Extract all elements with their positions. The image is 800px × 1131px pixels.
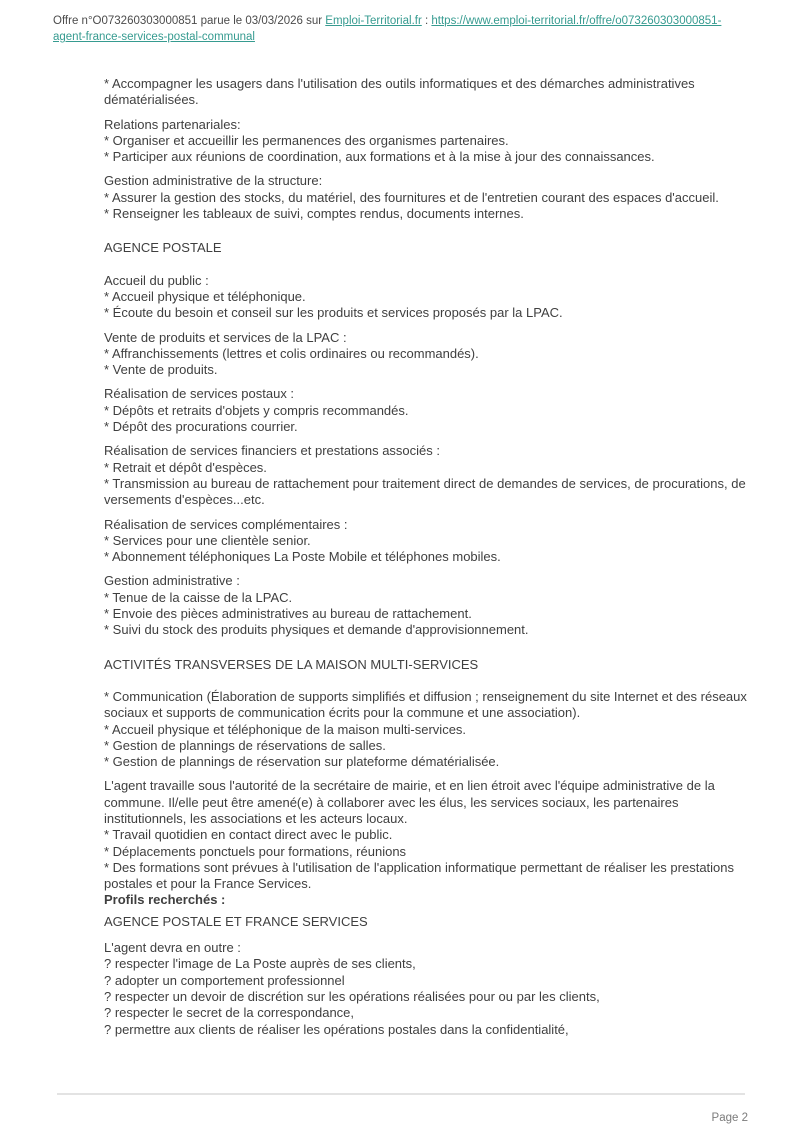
text-line: * Travail quotidien en contact direct avec le public. (104, 827, 393, 843)
text-line: * Retrait et dépôt d'espèces. (104, 459, 267, 475)
text-line: ? permettre aux clients de réaliser les opérations postales dans la confidentialité, (104, 1021, 569, 1037)
text-line: * Abonnement téléphoniques La Poste Mobile et téléphones mobiles. (104, 549, 501, 565)
paragraph (104, 517, 749, 566)
text-line: * Accueil physique et téléphonique de la maison multi-services. (104, 721, 467, 737)
text-line: ? respecter l'image de La Poste auprès de ses clients, (104, 956, 416, 972)
text-line: ? adopter un comportement professionnel (104, 972, 345, 988)
text-line: * Renseigner les tableaux de suivi, comptes rendus, documents internes. (104, 206, 524, 222)
text-line: ? respecter le secret de la correspondance, (104, 1005, 355, 1021)
section-heading-agence-postale-france-services (104, 914, 749, 930)
text-line: * Gestion de plannings de réservation sur plateforme dématérialisée. (104, 754, 500, 770)
text-line: * Gestion de plannings de réservations de salles. (104, 737, 386, 753)
document-header (53, 13, 747, 45)
paragraph (104, 443, 749, 508)
page-number: Page 2 (711, 1112, 748, 1124)
text-line: * Accompagner les usagers dans l'utilisation des outils informatiques et des démarches administratives dématérialisées. (104, 76, 695, 108)
text-line: Accueil du public : (104, 272, 209, 288)
paragraph (104, 330, 749, 379)
offer-url-link[interactable]: https://www.emploi-territorial.fr/offre/o073260303000851-agent-france-services-postal-communal (53, 15, 722, 43)
text-line: Profils recherchés : (104, 892, 226, 908)
header-separator: : (421, 15, 432, 27)
text-line: * Communication (Élaboration de supports simplifiés et diffusion ; renseignement du site Internet et des réseaux sociaux et supports de communication écrits pour la commune et une association). (104, 688, 747, 721)
text-line: * Écoute du besoin et conseil sur les produits et services proposés par la LPAC. (104, 305, 563, 321)
profils-recherches-heading (104, 892, 749, 908)
text-line: L'agent devra en outre : (104, 940, 241, 956)
document-body (104, 76, 749, 1046)
site-link[interactable]: Emploi-Territorial.fr (325, 15, 422, 27)
text-line: ACTIVITÉS TRANSVERSES DE LA MAISON MULTI-SERVICES (104, 656, 479, 672)
offer-reference-text: Offre n°O073260303000851 parue le 03/03/2026 sur (53, 15, 326, 27)
text-line: * Déplacements ponctuels pour formations, réunions (104, 843, 407, 859)
text-line: ? respecter un devoir de discrétion sur les opérations réalisées pour ou par les clients, (104, 988, 600, 1004)
text-line: AGENCE POSTALE (104, 240, 222, 256)
text-line: * Organiser et accueillir les permanences des organismes partenaires. (104, 132, 509, 148)
text-line: * Participer aux réunions de coordination, aux formations et à la mise à jour des connaissances. (104, 149, 655, 165)
text-line: Gestion administrative de la structure: (104, 173, 323, 189)
paragraph (104, 273, 749, 322)
footer-divider (57, 1093, 745, 1095)
text-line: * Assurer la gestion des stocks, du matériel, des fournitures et de l'entretien courant des espaces d'accueil. (104, 189, 719, 205)
section-heading-activites-transverses (104, 657, 749, 673)
paragraph (104, 117, 749, 166)
text-line: * Transmission au bureau de rattachement pour traitement direct de demandes de services, de procurations, de versements d'espèces...etc. (104, 475, 746, 508)
text-line: * Dépôts et retraits d'objets y compris recommandés. (104, 402, 409, 418)
paragraph (104, 573, 749, 638)
paragraph (104, 386, 749, 435)
text-line: * Envoie des pièces administratives au bureau de rattachement. (104, 606, 472, 622)
text-line: * Suivi du stock des produits physiques et demande d'approvisionnement. (104, 622, 529, 638)
paragraph (104, 173, 749, 222)
text-line: Réalisation de services financiers et prestations associés : (104, 443, 440, 459)
text-line: Relations partenariales: (104, 116, 241, 132)
text-line: * Des formations sont prévues à l'utilisation de l'application informatique permettant de réaliser les prestations postales et pour la France Services. (104, 859, 735, 892)
text-line: * Affranchissements (lettres et colis ordinaires ou recommandés). (104, 345, 479, 361)
text-line: L'agent travaille sous l'autorité de la secrétaire de mairie, et en lien étroit avec l'équipe administrative de la commune. Il/elle peut être amené(e) à collaborer avec les élus, les services sociaux, les partenaires institutionnels, les associations et les acteurs locaux. (104, 778, 715, 826)
text-line: Réalisation de services complémentaires : (104, 516, 348, 532)
text-line: Réalisation de services postaux : (104, 386, 295, 402)
paragraph (104, 778, 749, 892)
text-line: * Tenue de la caisse de la LPAC. (104, 589, 293, 605)
text-line: Gestion administrative : (104, 573, 240, 589)
text-line: Vente de produits et services de la LPAC : (104, 329, 347, 345)
text-line: * Dépôt des procurations courrier. (104, 419, 298, 435)
paragraph (104, 689, 749, 770)
text-line: * Vente de produits. (104, 362, 218, 378)
text-line: AGENCE POSTALE ET FRANCE SERVICES (104, 913, 368, 929)
text-line: * Accueil physique et téléphonique. (104, 288, 306, 304)
paragraph (104, 76, 749, 109)
section-heading-agence-postale (104, 240, 749, 256)
paragraph (104, 940, 749, 1038)
text-line: * Services pour une clientèle senior. (104, 532, 311, 548)
